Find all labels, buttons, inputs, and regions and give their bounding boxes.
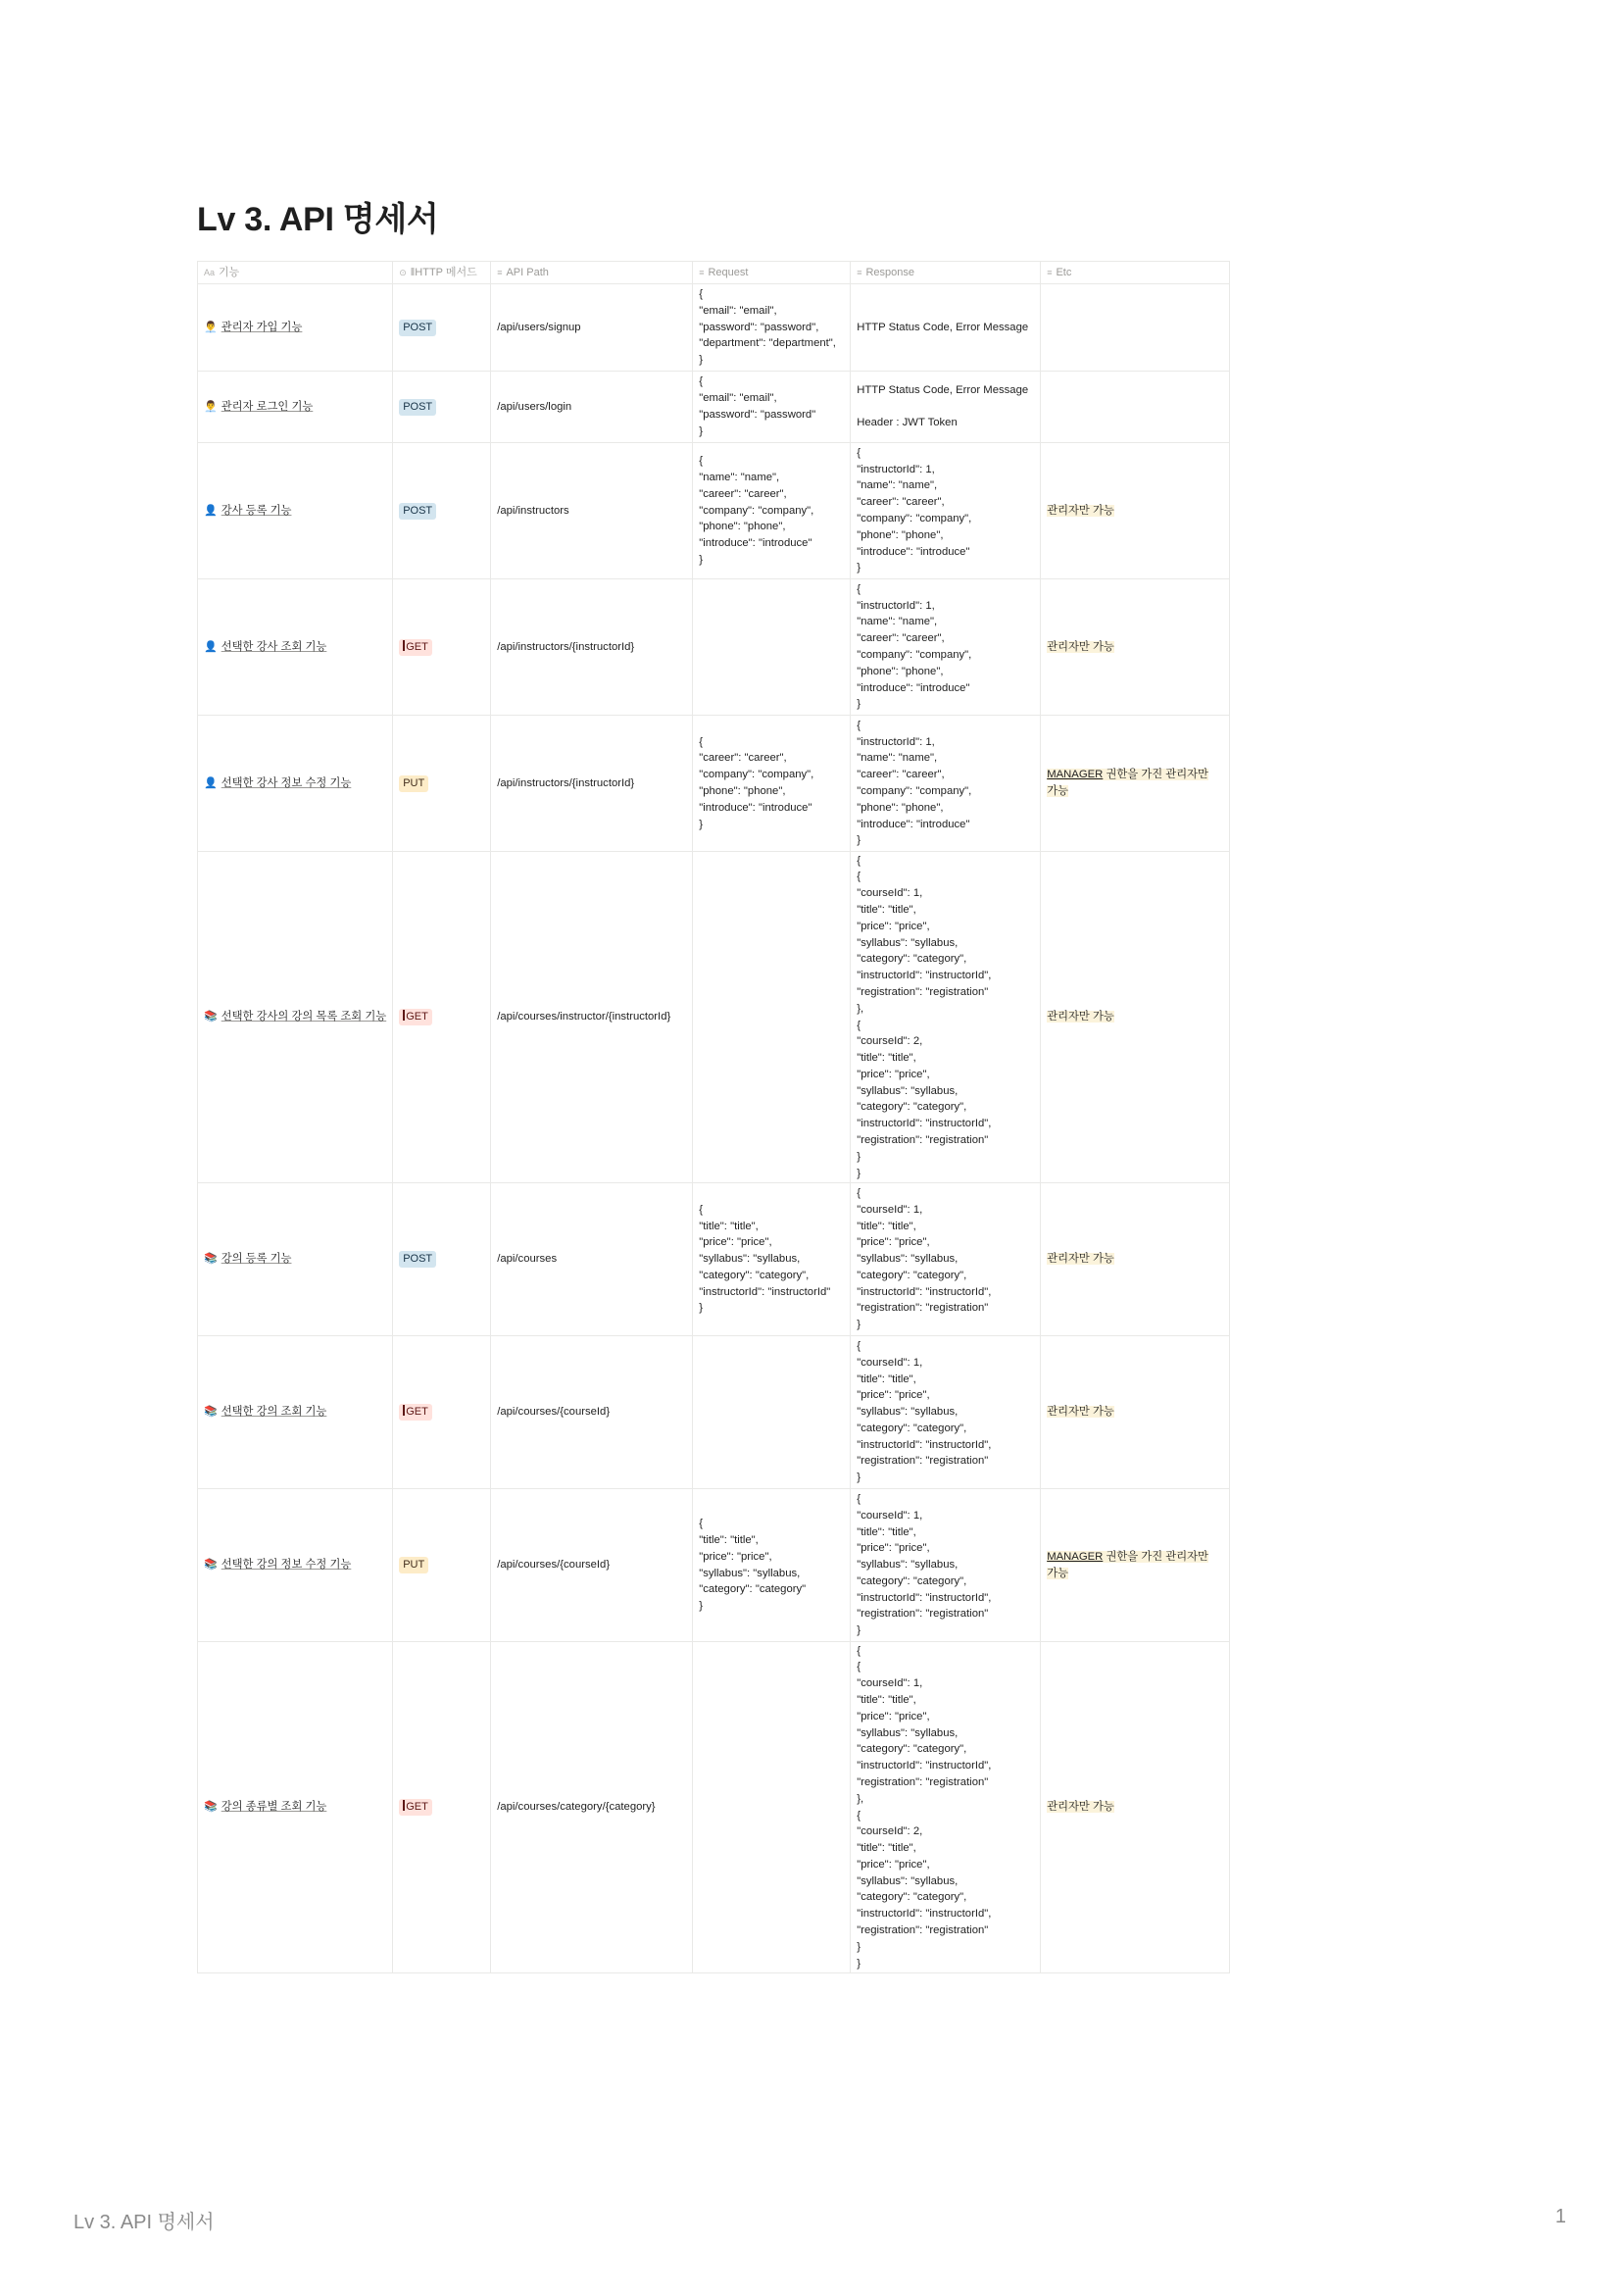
cell-method[interactable]	[393, 372, 491, 443]
header-label: Etc	[1056, 266, 1072, 278]
etc-rest: 권한을 가진 관리자만 가능	[1047, 769, 1208, 797]
cell-method[interactable]	[393, 284, 491, 372]
response-body: HTTP Status Code, Error Message Header : JWT Token	[857, 383, 1029, 429]
header-label: ‖HTTP 메서드	[410, 266, 477, 278]
method-label: POST	[403, 504, 433, 517]
request-body: { "title": "title", "price": "price", "syllabus": "syllabus, "category": "category" }	[699, 1518, 807, 1613]
method-label: PUT	[403, 776, 425, 789]
cell-response[interactable]	[851, 1336, 1041, 1489]
books-icon: 📚	[204, 1011, 218, 1023]
method-label: POST	[403, 400, 433, 413]
table-row	[198, 716, 1230, 852]
cell-path[interactable]	[491, 1489, 693, 1642]
cell-request[interactable]	[693, 716, 851, 852]
role-mention[interactable]: MANAGER	[1047, 1550, 1104, 1563]
header-feature[interactable]	[198, 262, 393, 284]
method-bar-icon	[403, 1405, 405, 1416]
cell-path[interactable]	[491, 284, 693, 372]
cell-etc[interactable]	[1041, 716, 1230, 852]
api-path: /api/instructors/{instructorId}	[497, 776, 635, 789]
feature-link[interactable]: 강사 등록 기능	[221, 504, 292, 517]
method-bar-icon	[403, 1800, 405, 1811]
cell-response[interactable]	[851, 443, 1041, 579]
cell-path[interactable]	[491, 1336, 693, 1489]
cell-request[interactable]	[693, 372, 851, 443]
method-label: POST	[403, 1253, 433, 1265]
cell-etc[interactable]	[1041, 579, 1230, 716]
cell-response[interactable]	[851, 284, 1041, 372]
cell-etc[interactable]	[1041, 1336, 1230, 1489]
cell-response[interactable]	[851, 579, 1041, 716]
etc-text: 관리자만 가능	[1047, 504, 1114, 517]
cell-response[interactable]	[851, 1642, 1041, 1973]
books-icon: 📚	[204, 1801, 218, 1814]
etc-text: 관리자만 가능	[1047, 1011, 1114, 1023]
api-path: /api/users/signup	[497, 321, 581, 333]
role-mention[interactable]: MANAGER	[1047, 769, 1104, 781]
api-path: /api/instructors/{instructorId}	[497, 640, 635, 653]
cell-feature[interactable]	[198, 1336, 393, 1489]
response-body: { "instructorId": 1, "name": "name", "career": "career", "company": "company", "phone": "phone", "introduce": "introduce" }	[857, 719, 972, 847]
cell-path[interactable]	[491, 716, 693, 852]
feature-link[interactable]: 선택한 강의 정보 수정 기능	[221, 1559, 352, 1572]
header-api-path[interactable]	[491, 262, 693, 284]
method-tag-put	[399, 1557, 428, 1573]
response-body: { "courseId": 1, "title": "title", "price": "price", "syllabus": "syllabus, "category": "category", "instructorId": "instructorId", "registration": "registration" }	[857, 1492, 992, 1637]
manager-icon: 👨‍💼	[204, 321, 218, 333]
manager-icon: 👨‍💼	[204, 400, 218, 413]
response-body: { "instructorId": 1, "name": "name", "career": "career", "company": "company", "phone": "phone", "introduce": "introduce" }	[857, 582, 972, 711]
cell-response[interactable]	[851, 852, 1041, 1183]
cell-method[interactable]	[393, 1336, 491, 1489]
table-row	[198, 1642, 1230, 1973]
cell-request[interactable]	[693, 1642, 851, 1973]
text-property-icon: ≡	[857, 267, 862, 277]
cell-method[interactable]	[393, 1642, 491, 1973]
method-tag-get	[399, 1799, 432, 1816]
cell-request[interactable]	[693, 1489, 851, 1642]
response-body: HTTP Status Code, Error Message	[857, 321, 1029, 333]
header-label: Response	[865, 266, 914, 278]
table-row	[198, 443, 1230, 579]
method-tag-get	[399, 639, 432, 656]
text-property-icon: ≡	[497, 267, 503, 277]
api-path: /api/courses/instructor/{instructorId}	[497, 1011, 671, 1023]
cell-request[interactable]	[693, 852, 851, 1183]
cell-feature[interactable]	[198, 716, 393, 852]
etc-text: 관리자만 가능	[1047, 1253, 1114, 1266]
method-tag-post	[399, 320, 436, 336]
method-tag-post	[399, 1251, 436, 1268]
cell-feature[interactable]	[198, 1183, 393, 1336]
api-spec-table	[197, 261, 1230, 1973]
request-body: { "email": "email", "password": "password" }	[699, 375, 816, 437]
cell-request[interactable]	[693, 443, 851, 579]
cell-request[interactable]	[693, 1183, 851, 1336]
method-label: GET	[406, 640, 428, 653]
cell-method[interactable]	[393, 1489, 491, 1642]
method-label: GET	[406, 1011, 428, 1023]
method-tag-get	[399, 1404, 432, 1421]
method-tag-post	[399, 503, 436, 520]
books-icon: 📚	[204, 1559, 218, 1572]
person-icon: 👤	[204, 504, 218, 517]
header-http-method[interactable]	[393, 262, 491, 284]
cell-response[interactable]	[851, 716, 1041, 852]
cell-feature[interactable]	[198, 443, 393, 579]
cell-method[interactable]	[393, 1183, 491, 1336]
person-icon: 👤	[204, 640, 218, 653]
header-etc[interactable]	[1041, 262, 1230, 284]
etc-text	[1047, 769, 1208, 797]
table-row	[198, 1489, 1230, 1642]
cell-response[interactable]	[851, 1489, 1041, 1642]
cell-path[interactable]	[491, 852, 693, 1183]
cell-request[interactable]	[693, 1336, 851, 1489]
feature-link[interactable]: 관리자 가입 기능	[221, 321, 303, 333]
cell-etc[interactable]	[1041, 1183, 1230, 1336]
select-property-icon: ⊙	[399, 267, 407, 277]
method-bar-icon	[403, 1010, 405, 1021]
cell-request[interactable]	[693, 579, 851, 716]
method-label: PUT	[403, 1559, 425, 1571]
page-number: 1	[1554, 2206, 1566, 2227]
method-label: POST	[403, 321, 433, 333]
cell-path[interactable]	[491, 579, 693, 716]
cell-feature[interactable]	[198, 372, 393, 443]
cell-etc[interactable]	[1041, 443, 1230, 579]
header-request[interactable]	[693, 262, 851, 284]
table-row	[198, 1336, 1230, 1489]
api-path: /api/courses/{courseId}	[497, 1559, 611, 1572]
header-label: Request	[708, 266, 749, 278]
response-body: { "courseId": 1, "title": "title", "price": "price", "syllabus": "syllabus, "category": "category", "instructorId": "instructorId", "registration": "registration" }	[857, 1339, 992, 1484]
footer-title: Lv 3. API 명세서	[74, 2212, 215, 2233]
table-row	[198, 579, 1230, 716]
request-body: { "email": "email", "password": "password", "department": "department", }	[699, 288, 836, 367]
cell-etc[interactable]	[1041, 852, 1230, 1183]
method-tag-get	[399, 1009, 432, 1025]
method-tag-put	[399, 775, 428, 792]
cell-method[interactable]	[393, 443, 491, 579]
method-bar-icon	[403, 640, 405, 651]
cell-feature[interactable]	[198, 852, 393, 1183]
cell-path[interactable]	[491, 1183, 693, 1336]
feature-link[interactable]: 선택한 강사 정보 수정 기능	[221, 776, 352, 789]
method-label: GET	[406, 1406, 428, 1418]
response-body: { "instructorId": 1, "name": "name", "career": "career", "company": "company", "phone": "phone", "introduce": "introduce" }	[857, 446, 972, 574]
cell-path[interactable]	[491, 372, 693, 443]
header-response[interactable]	[851, 262, 1041, 284]
api-path: /api/courses	[497, 1253, 558, 1266]
feature-link[interactable]: 관리자 로그인 기능	[221, 400, 314, 413]
cell-feature[interactable]	[198, 1489, 393, 1642]
cell-response[interactable]	[851, 372, 1041, 443]
cell-method[interactable]	[393, 716, 491, 852]
etc-text: 관리자만 가능	[1047, 640, 1114, 653]
books-icon: 📚	[204, 1253, 218, 1266]
api-path: /api/courses/category/{category}	[497, 1801, 656, 1814]
request-body: { "title": "title", "price": "price", "syllabus": "syllabus, "category": "category", "instructorId": "instructorId" }	[699, 1203, 831, 1315]
etc-rest: 권한을 가진 관리자만 가능	[1047, 1550, 1208, 1579]
cell-feature[interactable]	[198, 284, 393, 372]
cell-etc[interactable]	[1041, 1489, 1230, 1642]
cell-path[interactable]	[491, 443, 693, 579]
table-row	[198, 852, 1230, 1183]
table-header-row	[198, 262, 1230, 284]
books-icon: 📚	[204, 1406, 218, 1419]
method-tag-post	[399, 399, 436, 416]
cell-method[interactable]	[393, 579, 491, 716]
feature-link[interactable]: 강의 등록 기능	[221, 1253, 292, 1266]
etc-text: 관리자만 가능	[1047, 1801, 1114, 1814]
text-property-icon: ≡	[699, 267, 705, 277]
text-property-icon: ≡	[1047, 267, 1053, 277]
api-path: /api/instructors	[497, 504, 569, 517]
header-label: 기능	[219, 266, 240, 278]
cell-etc[interactable]	[1041, 372, 1230, 443]
table-row	[198, 284, 1230, 372]
cell-etc[interactable]	[1041, 284, 1230, 372]
feature-link[interactable]: 선택한 강사의 강의 목록 조회 기능	[221, 1011, 387, 1023]
response-body: { { "courseId": 1, "title": "title", "price": "price", "syllabus": "syllabus, "category": "category", "instructorId": "instructorId", "registration": "registration" }, { "courseId": 2, "title": "title", "price": "price", "syllabus": "syllabus, "category": "category", "instructorId": "instructorId", "registration": "registration" } }	[857, 854, 992, 1179]
title-property-icon: Aa	[204, 267, 216, 277]
cell-response[interactable]	[851, 1183, 1041, 1336]
feature-link[interactable]: 선택한 강의 조회 기능	[221, 1406, 327, 1419]
cell-feature[interactable]	[198, 579, 393, 716]
etc-text: 관리자만 가능	[1047, 1406, 1114, 1419]
feature-link[interactable]: 선택한 강사 조회 기능	[221, 640, 327, 653]
method-label: GET	[406, 1801, 428, 1813]
person-icon: 👤	[204, 776, 218, 789]
table-row	[198, 1183, 1230, 1336]
cell-feature[interactable]	[198, 1642, 393, 1973]
request-body: { "career": "career", "company": "company", "phone": "phone", "introduce": "introduce" }	[699, 735, 814, 830]
api-path: /api/courses/{courseId}	[497, 1406, 611, 1419]
api-path: /api/users/login	[497, 400, 572, 413]
page-title: Lv 3. API 명세서	[197, 201, 439, 238]
feature-link[interactable]: 강의 종류별 조회 기능	[221, 1801, 327, 1814]
cell-path[interactable]	[491, 1642, 693, 1973]
cell-method[interactable]	[393, 852, 491, 1183]
cell-etc[interactable]	[1041, 1642, 1230, 1973]
header-label: API Path	[506, 266, 549, 278]
response-body: { { "courseId": 1, "title": "title", "price": "price", "syllabus": "syllabus, "category": "category", "instructorId": "instructorId", "registration": "registration" }, { "courseId": 2, "title": "title", "price": "price", "syllabus": "syllabus, "category": "category", "instructorId": "instructorId", "registration": "registration" } }	[857, 1644, 992, 1970]
response-body: { "courseId": 1, "title": "title", "price": "price", "syllabus": "syllabus, "category": "category", "instructorId": "instructorId", "registration": "registration" }	[857, 1186, 992, 1331]
table-row	[198, 372, 1230, 443]
cell-request[interactable]	[693, 284, 851, 372]
request-body: { "name": "name", "career": "career", "company": "company", "phone": "phone", "introduce": "introduce" }	[699, 455, 814, 566]
etc-text	[1047, 1551, 1208, 1579]
